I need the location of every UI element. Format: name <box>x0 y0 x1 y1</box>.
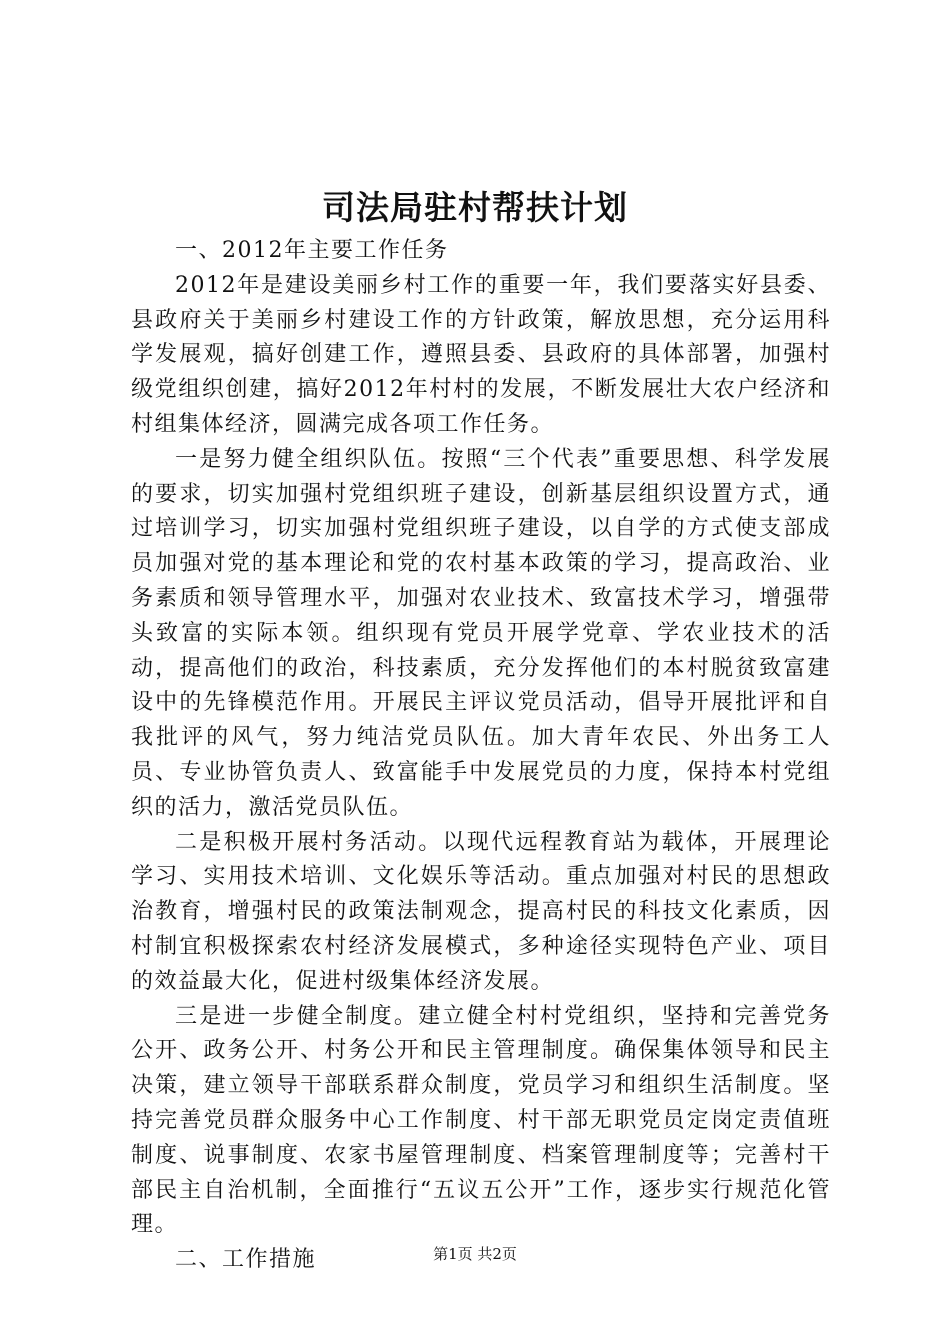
paragraph: 三是进一步健全制度。建立健全村村党组织，坚持和完善党务公开、政务公开、村务公开和民主管理制度。确保集体领导和民主决策，建立领导干部联系群众制度，党员学习和组织生活制度。坚持完善党员群众服务中心工作制度、村干部无职党员定岗定责值班制度、说事制度、农家书屋管理制度、档案管理制度等；完善村干部民主自治机制，全面推行“五议五公开”工作，逐步实行规范化管理。 <box>131 1003 831 1238</box>
paragraph: 二是积极开展村务活动。以现代远程教育站为载体，开展理论学习、实用技术培训、文化娱乐等活动。重点加强对村民的思想政治教育，增强村民的政策法制观念，提高村民的科技文化素质，因村制宜积极探索农村经济发展模式，多种途径实现特色产业、项目的效益最大化，促进村级集体经济发展。 <box>131 829 831 994</box>
paragraph: 2012年是建设美丽乡村工作的重要一年，我们要落实好县委、县政府关于美丽乡村建设工作的方针政策，解放思想，充分运用科学发展观，搞好创建工作，遵照县委、县政府的具体部署，加强村级党组织创建，搞好2012年村村的发展，不断发展壮大农户经济和村组集体经济，圆满完成各项工作任务。 <box>131 272 831 437</box>
page-footer: 第1页 共2页 <box>433 1245 517 1263</box>
section-heading: 一、2012年主要工作任务 <box>175 238 449 263</box>
section-heading: 二、工作措施 <box>175 1247 317 1273</box>
document-body <box>131 234 831 1278</box>
document-title: 司法局驻村帮扶计划 <box>322 188 628 227</box>
paragraph: 一是努力健全组织队伍。按照“三个代表”重要思想、科学发展的要求，切实加强村党组织班子建设，创新基层组织设置方式，通过培训学习，切实加强村党组织班子建设，以自学的方式使支部成员加强对党的基本理论和党的农村基本政策的学习，提高政治、业务素质和领导管理水平，加强对农业技术、致富技术学习，增强带头致富的实际本领。组织现有党员开展学党章、学农业技术的活动，提高他们的政治，科技素质，充分发挥他们的本村脱贫致富建设中的先锋模范作用。开展民主评议党员活动，倡导开展批评和自我批评的风气，努力纯洁党员队伍。加大青年农民、外出务工人员、专业协管负责人、致富能手中发展党员的力度，保持本村党组织的活力，激活党员队伍。 <box>131 446 831 820</box>
